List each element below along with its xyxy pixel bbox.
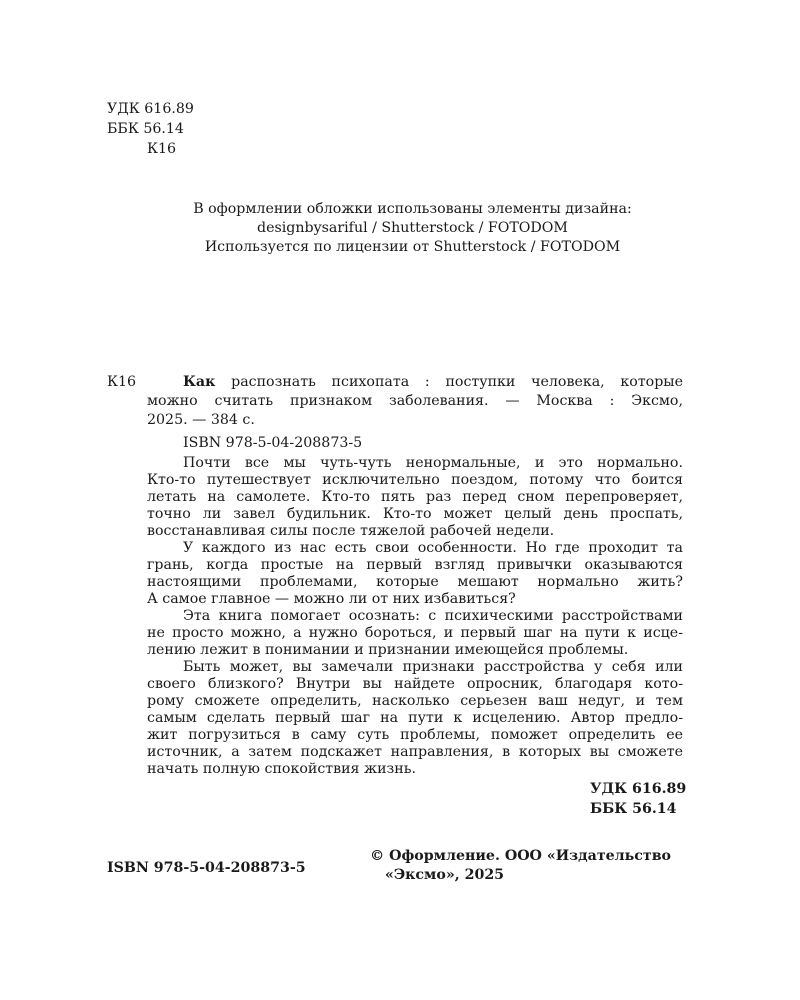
annotation-line: своего близкого? Внутри вы найдете опросник, благодаря кото- <box>147 676 683 692</box>
entry-title-bold: Как <box>183 374 216 390</box>
isbn-bottom: ISBN 978-5-04-208873-5 <box>107 860 306 876</box>
annotation-line: летать на самолете. Кто-то пять раз перед сном перепроверяет, <box>147 489 683 505</box>
annotation-line: А самое главное — можно ли от них избавиться? <box>147 591 516 607</box>
annotation-line: Кто-то путешествует исключительно поездом, потому что боится <box>147 472 683 488</box>
entry-line: можно считать признаком заболевания. — Москва : Эксмо, <box>147 393 683 409</box>
annotation-line: У каждого из нас есть свои особенности. Но где проходит та <box>183 540 683 556</box>
bottom-bbk: ББК 56.14 <box>590 801 677 817</box>
copyright-line: © Оформление. ООО «Издательство <box>370 848 672 864</box>
annotation-line: самым сделать первый шаг на пути к исцелению. Автор предло- <box>147 710 683 726</box>
cover-credit-line: Используется по лицензии от Shutterstock / FOTODOM <box>204 239 621 255</box>
annotation-line: рому сможете определить, насколько серьезен ваш недуг, и тем <box>147 693 683 709</box>
udk-code: УДК 616.89 <box>107 101 194 117</box>
entry-line: 2025. — 384 с. <box>147 412 255 428</box>
annotation-line: жит погрузиться в саму суть проблемы, поможет определить ее <box>147 727 683 743</box>
annotation-line: начать полную спокойствия жизнь. <box>147 761 416 777</box>
entry-line <box>183 373 683 392</box>
annotation-line: грань, когда простые на первый взгляд привычки оказываются <box>147 557 683 573</box>
annotation-line: точно ли завел будильник. Кто-то может целый день проспать, <box>147 506 683 522</box>
annotation-line: настоящими проблемами, которые мешают нормально жить? <box>147 574 683 590</box>
entry-text: распознать психопата : поступки человека, которые <box>215 374 683 390</box>
annotation-line: Быть может, вы замечали признаки расстройства у себя или <box>183 659 683 675</box>
author-mark: К16 <box>147 141 177 157</box>
bbk-code: ББК 56.14 <box>107 121 184 137</box>
annotation-line: лению лежит в понимании и признании имеющейся проблемы. <box>147 642 629 658</box>
annotation-line: Почти все мы чуть-чуть ненормальные, и это нормально. <box>183 455 683 471</box>
cover-credit-line: designbysariful / Shutterstock / FOTODOM <box>257 220 568 236</box>
annotation-line: источник, а затем подскажет направления, в которых вы сможете <box>147 744 683 760</box>
annotation-line: Эта книга помогает осознать: с психическими расстройствами <box>183 608 683 624</box>
annotation-line: восстанавливая силы после тяжелой рабочей недели. <box>147 523 555 539</box>
cover-credit-line: В оформлении обложки использованы элементы дизайна: <box>193 201 632 217</box>
entry-mark: К16 <box>107 374 137 390</box>
copyright-line: «Эксмо», 2025 <box>385 867 505 883</box>
bottom-udk: УДК 616.89 <box>590 781 687 797</box>
entry-isbn: ISBN 978-5-04-208873-5 <box>183 435 363 451</box>
annotation-line: не просто можно, а нужно бороться, и первый шаг на пути к исце- <box>147 625 683 641</box>
